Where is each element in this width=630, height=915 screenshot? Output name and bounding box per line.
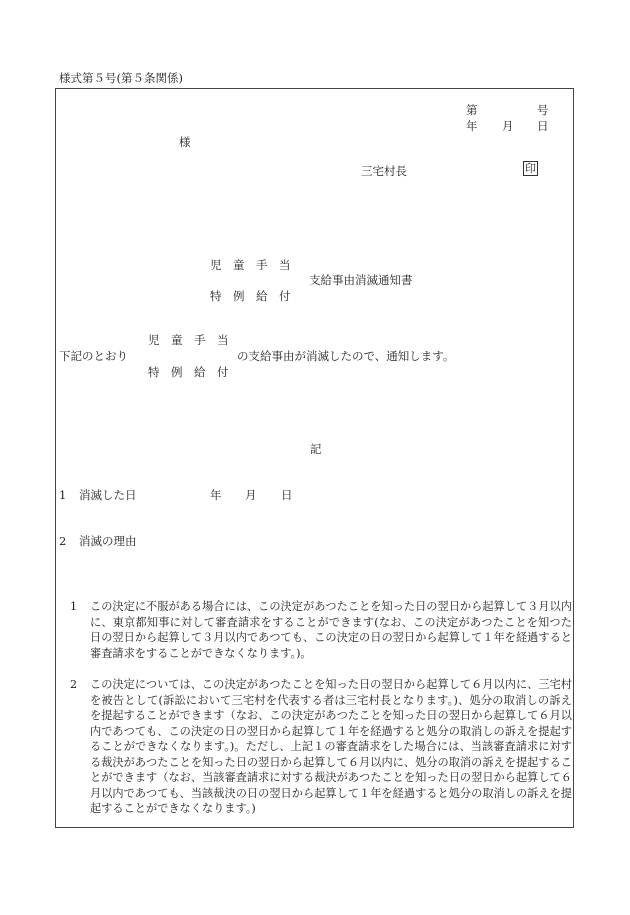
- body-suffix: の支給事由が消滅したので、通知します。: [237, 349, 455, 363]
- note-1-num: 1: [70, 600, 78, 613]
- body-line-2: 特 例 給 付: [148, 365, 229, 379]
- note-2-text: この決定については、この決定があつたことを知った日の翌日から起算して６月以内に、三宅村を被告として(訴訟において三宅村を代表する者は三宅村長となります。)、処分の取消しの訴えを提起することができます（なお、この決定があつたことを知った日の翌日から起算して６月以内であつても、この決定の日の翌日から起算して１年を経過すると処分の取消しの訴えを提起することができなくなります。)。ただし、上記１の審査請求をした場合には、当該審査請求に対する裁決があつたことを知った日の翌日から起算して６月以内に、処分の取消の訴えを提起することができます（なお、当該審査請求に対する裁決があつたことを知った日の翌日から起算して６月以内であつても、当該裁決の日の翌日から起算して１年を経過すると処分の取消しの訴えを提起することができなくなります。): [90, 678, 572, 815]
- item-2-label: 消滅の理由: [79, 534, 137, 548]
- title-line-1: 児 童 手 当: [210, 258, 291, 272]
- item-1-day: 日: [281, 488, 293, 502]
- date-month: 月: [502, 119, 514, 133]
- note-2-num: 2: [70, 678, 78, 691]
- date-year: 年: [466, 119, 478, 133]
- issuer-name: 三宅村長: [361, 164, 407, 178]
- seal-mark: 印: [525, 162, 536, 175]
- item-2-num: 2: [59, 534, 67, 548]
- body-prefix: 下記のとおり: [59, 349, 128, 363]
- item-1-num: 1: [59, 488, 67, 502]
- note-2: [64, 677, 572, 817]
- title-line-2: 特 例 給 付: [210, 289, 291, 303]
- title-suffix: 支給事由消滅通知書: [309, 273, 413, 287]
- item-1-label: 消滅した日: [79, 488, 137, 502]
- form-label: 様式第５号(第５条関係): [59, 71, 183, 85]
- ki-label: 記: [310, 442, 322, 456]
- date-day: 日: [537, 119, 549, 133]
- item-1-month: 月: [245, 488, 257, 502]
- number-suffix: 号: [537, 103, 549, 117]
- addressee-suffix: 様: [179, 135, 191, 149]
- number-label: 第: [466, 103, 478, 117]
- body-line-1: 児 童 手 当: [148, 333, 229, 347]
- item-1-year: 年: [210, 488, 222, 502]
- note-1: [64, 599, 572, 661]
- note-1-text: この決定に不服がある場合には、この決定があつたことを知った日の翌日から起算して３月以内に、東京都知事に対して審査請求をすることができます(なお、この決定があつたことを知つた日の翌日から起算して３月以内であつても、この決定の日の翌日から起算して１年を経過すると審査請求をすることができなくなります。)。: [90, 600, 572, 660]
